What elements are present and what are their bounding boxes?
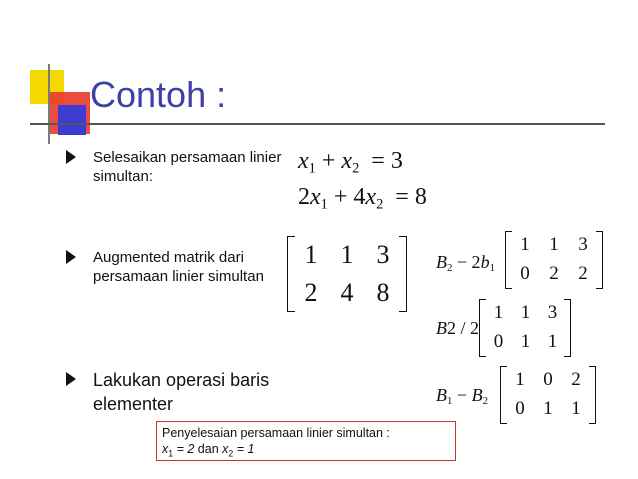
bullet-text: Augmented matrik dari persamaan linier simultan [93,249,264,285]
operation-matrix [505,231,603,289]
matrix-cell: 1 [515,369,525,390]
equation-2: $2x_1 + 4x_2 = 8$ [298,184,427,213]
matrix-cell: 1 [547,331,558,352]
matrix-cell: 2 [578,263,588,284]
matrix-cell: 8 [376,278,390,307]
matrix-cell: 0 [493,331,504,352]
matrix-cell: 1 [543,398,553,419]
slide-title: Contoh : [90,74,227,115]
bullet-arrow-icon [66,150,76,164]
deco-vertical-line [48,64,50,144]
matrix-bracket-right [399,236,407,312]
bullet-text: Selesaikan persamaan linier simultan: [93,149,282,185]
matrix-cell: 4 [340,278,354,307]
matrix-cell: 3 [547,302,558,323]
matrix-cell: 1 [520,331,531,352]
matrix-bracket-left [287,236,295,312]
deco-blue-square [58,105,86,135]
operation-matrix [500,366,596,424]
matrix-cell: 2 [571,369,581,390]
matrix-cell: 1 [493,302,504,323]
bullet-text: Lakukan operasi baris elementer [93,370,270,414]
title-underline [30,123,605,125]
bullet-arrow-icon [66,372,76,386]
operation-label: $B_1 - B_2$ [436,385,488,408]
matrix-cell: 0 [515,398,525,419]
operation-label: $B_2 - 2b_1$ [436,252,495,275]
matrix-cell: 2 [549,263,559,284]
augmented-matrix [287,236,407,312]
answer-line-1: Penyelesaian persamaan linier simultan : [162,426,390,440]
matrix-cell: 0 [520,263,530,284]
operation-label: B2 / 2 [436,318,480,338]
matrix-bracket-right [589,366,596,424]
bullet-arrow-icon [66,250,76,264]
matrix-cell: 3 [376,240,390,269]
matrix-cell: 2 [304,278,318,307]
matrix-cell: 0 [543,369,553,390]
answer-line-2: $x_1 = 2$ dan $x_2 = 1$ [162,442,255,459]
equation-1: $x_1 + x_2 = 3$ [298,148,403,177]
matrix-cell: 1 [571,398,581,419]
answer-box [156,421,456,461]
matrix-cell: 1 [520,234,530,255]
matrix-cell: 1 [549,234,559,255]
matrix-cell: 1 [340,240,354,269]
matrix-cell: 3 [578,234,588,255]
matrix-cell: 1 [304,240,318,269]
matrix-cell: 1 [520,302,531,323]
matrix-bracket-right [596,231,603,289]
operation-matrix [479,299,571,357]
